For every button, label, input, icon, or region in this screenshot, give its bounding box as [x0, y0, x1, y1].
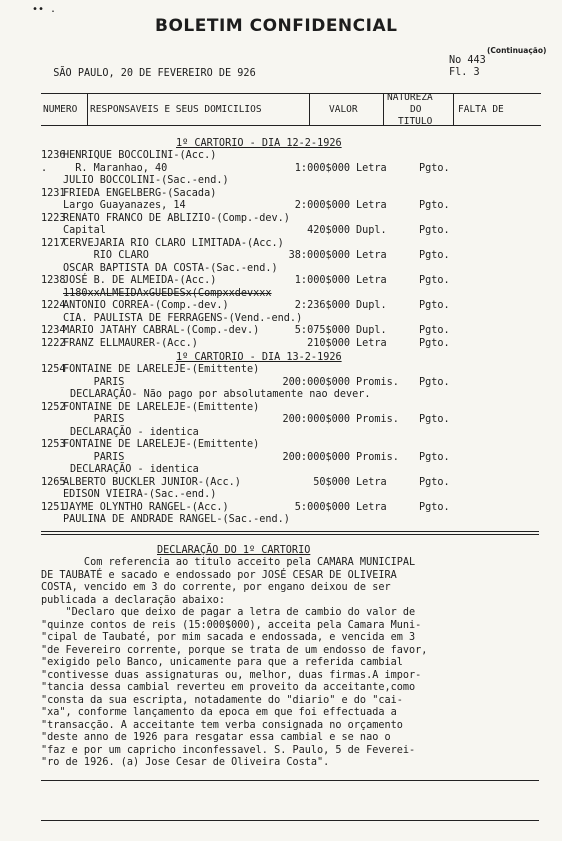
place-date: [41, 55, 256, 80]
col-numero: NUMERO: [43, 104, 78, 115]
text-line: "quinze contos de reis (15:000$000), acceita pela Camara Muni-: [41, 619, 422, 631]
table-row: [0, 439, 562, 452]
col-natureza-2: DO: [410, 104, 422, 115]
table-row: [0, 402, 562, 415]
text-line: "cipal de Taubaté, por mim sacada e endossada, e vencida em 3: [41, 632, 416, 643]
text-line: "Declaro que deixo de pagar a letra de cambio do valor de: [41, 607, 416, 618]
table-row: [0, 514, 562, 527]
entry-natureza: Letra: [356, 250, 387, 261]
entry-number: 1252: [41, 401, 66, 413]
entry-number: 1236: [41, 150, 66, 161]
section-1-heading: 1º CARTORIO - DIA 12-2-1926: [176, 138, 342, 149]
col-divider-2: [309, 93, 310, 125]
text-line: "contivesse duas assignaturas ou, melhor, duas firmas.A impor-: [41, 669, 422, 681]
ink-speck: •• .: [32, 4, 57, 15]
entry-natureza: Letra: [356, 162, 387, 174]
bottom-rule: [41, 780, 539, 781]
text-line: DE TAUBATÉ e sacado e endossado por JOSÉ CESAR DE OLIVEIRA: [41, 569, 397, 581]
entry-name: DECLARAÇÃO- Não pago por absolutamente nao dever.: [70, 389, 371, 400]
entry-falta: Pgto.: [419, 275, 450, 286]
table-row: [0, 502, 562, 515]
col-natureza-3: TITULO: [398, 116, 433, 127]
entry-name: DECLARAÇÃO - identica: [70, 426, 199, 438]
text-line: "de Fevereiro corrente, porque se trata de um endosso de favor,: [41, 644, 428, 656]
entry-falta: Pgto.: [419, 376, 450, 388]
entry-value: 2:236$000: [294, 300, 350, 311]
entry-number: 1254: [41, 364, 66, 375]
entry-name: FRANZ ELLMAURER-(Acc.): [63, 337, 198, 349]
entry-natureza: Letra: [356, 476, 387, 488]
text-line: "ro de 1926. (a) Jose Cesar de Oliveira Costa".: [41, 757, 330, 768]
entry-number: 1224: [41, 300, 66, 311]
table-row: [0, 275, 562, 288]
table-row: [0, 414, 562, 427]
declaracao-top-rule-2: [41, 534, 539, 535]
entry-name: OSCAR BAPTISTA DA COSTA-(Sac.-end.): [63, 262, 278, 274]
col-responsaveis: RESPONSAVEIS E SEUS DOMICILIOS: [90, 104, 262, 115]
bulletin-number: No 443: [449, 55, 486, 66]
year-text: 926: [237, 67, 256, 79]
entry-falta: Pgto.: [419, 414, 450, 425]
entry-number: 1217: [41, 237, 66, 249]
folio-number: Fl. 3: [449, 67, 480, 78]
entry-natureza: Letra: [356, 337, 387, 349]
entry-falta: Pgto.: [419, 337, 450, 349]
entry-natureza: Dupl.: [356, 325, 387, 336]
table-row: [0, 300, 562, 313]
entry-value: 420$000: [307, 225, 350, 236]
col-divider-3: [383, 93, 384, 125]
entry-name: PAULINA DE ANDRADE RANGEL-(Sac.-end.): [63, 514, 290, 525]
header-bottom-rule: [41, 125, 541, 126]
entry-name: JAYME OLYNTHO RANGEL-(Acc.): [63, 501, 229, 513]
place-date-text: SÃO PAULO, 20 DE FEVEREIRO DE: [53, 67, 232, 79]
entry-name: ALBERTO BUCKLER JUNIOR-(Acc.): [63, 476, 241, 488]
entry-falta: Pgto.: [419, 225, 450, 236]
entry-falta: Pgto.: [419, 200, 450, 211]
entry-name: Capital: [63, 225, 106, 236]
table-row: [0, 477, 562, 490]
table-row: [0, 338, 562, 351]
text-line: Com referencia ao titulo acceito pela CAMARA MUNICIPAL: [41, 557, 416, 568]
page-title: BOLETIM CONFIDENCIAL: [155, 16, 398, 36]
entry-value: 1:000$000: [294, 275, 350, 286]
entry-number: .: [41, 162, 48, 174]
table-row: [0, 288, 562, 301]
table-row: [0, 150, 562, 163]
entry-name: RIO CLARO: [63, 250, 149, 261]
entry-name: PARIS: [63, 451, 125, 463]
entry-falta: Pgto.: [419, 162, 450, 174]
entry-name: HENRIQUE BOCCOLINI-(Acc.): [63, 150, 217, 161]
entry-number: 1238: [41, 275, 66, 286]
table-row: [0, 427, 562, 440]
col-divider-4: [453, 93, 454, 125]
continuation-label: (Continuação): [487, 46, 547, 55]
entry-natureza: Promis.: [356, 376, 399, 388]
entry-falta: Pgto.: [419, 476, 450, 488]
section-2-heading: 1º CARTORIO - DIA 13-2-1926: [176, 352, 342, 363]
entry-name: DECLARAÇÃO - identica: [70, 464, 199, 475]
entry-name: FONTAINE DE LARELEJE-(Emittente): [63, 364, 260, 375]
table-row: [0, 389, 562, 402]
entry-number: 1251: [41, 501, 66, 513]
text-line: publicada a declaração abaixo:: [41, 594, 226, 606]
text-line: "exigido pelo Banco, unicamente para que a referida cambial: [41, 657, 403, 668]
entry-falta: Pgto.: [419, 451, 450, 463]
entry-name: PARIS: [63, 376, 125, 388]
col-valor: VALOR: [329, 104, 358, 115]
table-row: [0, 452, 562, 465]
col-natureza-1: NATUREZA: [387, 92, 433, 103]
entry-number: 1231: [41, 187, 66, 199]
table-row: [0, 225, 562, 238]
entry-natureza: Letra: [356, 200, 387, 211]
entry-value: 50$000: [313, 476, 350, 488]
text-line: "deste anno de 1926 para resgatar essa cambial e se nao o: [41, 732, 391, 743]
text-line: "faz e por um capricho inconfessavel. S. Paulo, 5 de Feverei-: [41, 744, 416, 756]
entry-natureza: Dupl.: [356, 225, 387, 236]
table-row: [0, 188, 562, 201]
col-falta: FALTA DE: [458, 104, 504, 115]
declaracao-quote: [41, 607, 427, 770]
table-row: [0, 163, 562, 176]
entry-name: ANTONIO CORREA-(Comp.-dev.): [63, 300, 229, 311]
entry-falta: Pgto.: [419, 300, 450, 311]
table-row: [0, 325, 562, 338]
entry-value: 38:000$000: [288, 250, 350, 261]
entry-name: FRIEDA ENGELBERG-(Sacada): [63, 187, 217, 199]
entry-number: 1265: [41, 476, 66, 488]
entry-number: 1223: [41, 212, 66, 224]
entry-name: FONTAINE DE LARELEJE-(Emittente): [63, 401, 260, 413]
table-row: [0, 313, 562, 326]
entry-natureza: Promis.: [356, 451, 399, 463]
entry-falta: Pgto.: [419, 250, 450, 261]
text-line: "xa", conforme lançamento da epoca em que foi effectuada a: [41, 707, 397, 718]
entry-number: 1234: [41, 325, 66, 336]
table-row: [0, 263, 562, 276]
entry-name: R. Maranhao, 40: [63, 162, 168, 174]
table-row: [0, 364, 562, 377]
entry-number: 1253: [41, 439, 66, 450]
entry-value: 210$000: [307, 337, 350, 349]
text-line: "consta da sua escripta, notadamente do "diario" e do "cai-: [41, 694, 403, 706]
entry-value: 200:000$000: [282, 414, 350, 425]
entry-natureza: Letra: [356, 275, 387, 286]
entry-natureza: Letra: [356, 501, 387, 513]
col-divider-1: [87, 93, 88, 125]
entry-value: 1:000$000: [294, 162, 350, 174]
entry-name: Largo Guayanazes, 14: [63, 200, 186, 211]
entry-value: 200:000$000: [282, 451, 350, 463]
table-row: [0, 377, 562, 390]
text-line: COSTA, vencido em 3 do corrente, por engano deixou de ser: [41, 582, 391, 593]
entry-name: EDISON VIEIRA-(Sac.-end.): [63, 489, 217, 500]
bottom-rule-2: [41, 820, 539, 821]
entry-falta: Pgto.: [419, 501, 450, 513]
header-top-rule: [41, 93, 541, 94]
entry-falta: Pgto.: [419, 325, 450, 336]
table-row: [0, 464, 562, 477]
declaracao-top-rule: [41, 531, 539, 532]
declaracao-paragraph: [41, 557, 415, 607]
entry-value: 2:000$000: [294, 200, 350, 211]
entry-name: 1180xxALMEIDAxGUEDESx(Compxxdevxxx: [63, 287, 272, 299]
table-row: [0, 250, 562, 263]
entry-name: FONTAINE DE LARELEJE-(Emittente): [63, 439, 260, 450]
entry-name: PARIS: [63, 414, 125, 425]
entry-value: 5:075$000: [294, 325, 350, 336]
entry-name: CERVEJARIA RIO CLARO LIMITADA-(Acc.): [63, 237, 284, 249]
text-line: "transacção. A acceitante tem verba consignada no orçamento: [41, 719, 403, 731]
entry-value: 200:000$000: [282, 376, 350, 388]
table-row: [0, 213, 562, 226]
entry-natureza: Promis.: [356, 414, 399, 425]
table-row: [0, 489, 562, 502]
entry-name: JOSÉ B. DE ALMEIDA-(Acc.): [63, 275, 217, 286]
entry-value: 5:000$000: [294, 501, 350, 513]
entry-name: JULIO BOCCOLINI-(Sac.-end.): [63, 175, 229, 186]
table-row: [0, 200, 562, 213]
entry-name: RENATO FRANCO DE ABLIZIO-(Comp.-dev.): [63, 212, 290, 224]
entry-name: CIA. PAULISTA DE FERRAGENS-(Vend.-end.): [63, 312, 303, 324]
table-row: [0, 175, 562, 188]
table-row: [0, 238, 562, 251]
declaracao-heading: DECLARAÇÃO DO 1º CARTORIO: [157, 545, 311, 556]
entry-number: 1222: [41, 337, 66, 349]
text-line: "tancia dessa cambial reverteu em proveito da acceitante,como: [41, 682, 416, 693]
entry-name: MARIO JATAHY CABRAL-(Comp.-dev.): [63, 325, 260, 336]
entry-natureza: Dupl.: [356, 300, 387, 311]
